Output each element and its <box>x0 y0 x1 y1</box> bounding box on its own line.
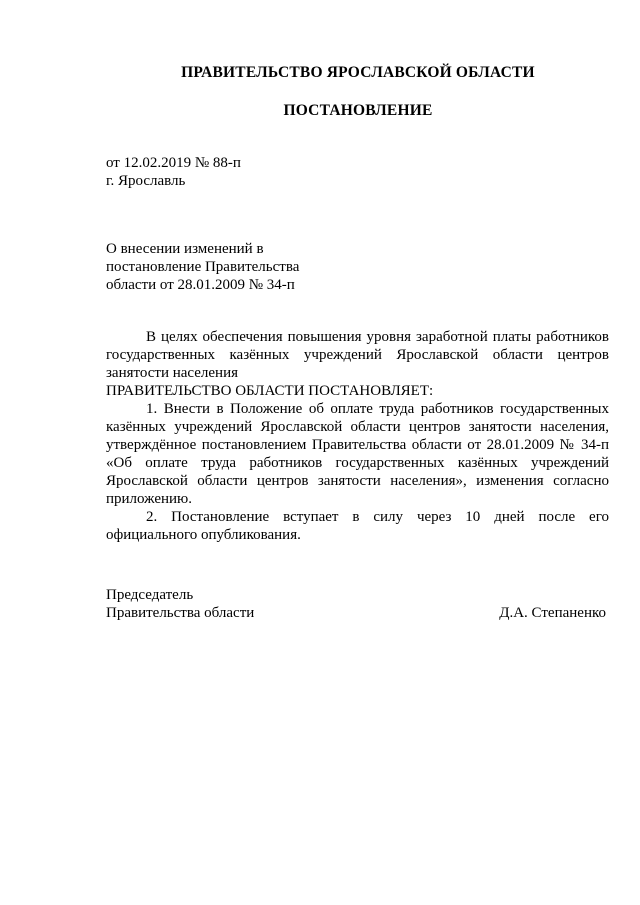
signatory-name: Д.А. Степаненко <box>499 605 606 621</box>
signatory-position-line-2: Правительства области <box>106 605 255 621</box>
subject-line: О внесении изменений в <box>106 241 264 257</box>
date-number: от 12.02.2019 № 88-п <box>106 155 241 171</box>
preamble-paragraph: В целях обеспечения повышения уровня заработной платы работников государственных казённых учреждений Ярославской области центров занятости населения <box>106 329 609 381</box>
signature-block <box>106 586 609 622</box>
government-title: ПРАВИТЕЛЬСТВО ЯРОСЛАВСКОЙ ОБЛАСТИ <box>181 64 535 81</box>
document-subject <box>106 240 406 294</box>
document-type-title: ПОСТАНОВЛЕНИЕ <box>283 102 433 119</box>
decree-item-1: 1. Внести в Положение об оплате труда работников государственных казённых учреждений Ярославской области центров занятости населения, утверждённое постановлением Правительства области от 28.01.2009 № 34-п «Об оплате труда работников государственных казённых учреждений Ярославской области центров занятости населения», изменения согласно приложению. <box>106 401 609 507</box>
decree-statement: ПРАВИТЕЛЬСТВО ОБЛАСТИ ПОСТАНОВЛЯЕТ: <box>106 383 434 399</box>
document-meta <box>106 154 406 190</box>
signatory-position-row <box>106 604 609 622</box>
subject-line: постановление Правительства <box>106 259 300 275</box>
subject-line: области от 28.01.2009 № 34-п <box>106 277 295 293</box>
signatory-position-line-1: Председатель <box>106 587 194 603</box>
decree-item-2: 2. Постановление вступает в силу через 10 дней после его официального опубликования. <box>106 509 609 543</box>
document-body <box>106 328 609 544</box>
city: г. Ярославль <box>106 173 186 189</box>
